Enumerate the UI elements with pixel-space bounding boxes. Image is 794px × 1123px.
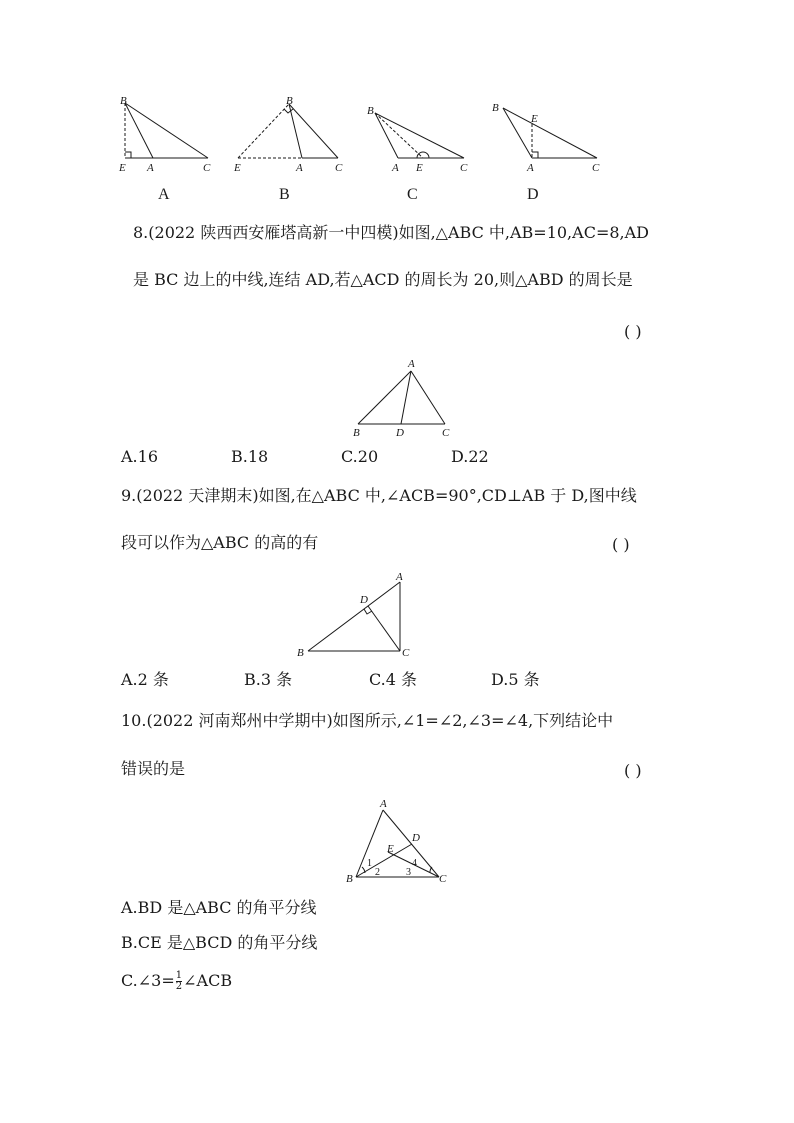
fig-c-label-b: B — [367, 105, 374, 117]
q8-fig-label-a: A — [408, 358, 415, 370]
q9-fig-label-a: A — [396, 571, 403, 583]
q9-line2: 段可以作为△ABC 的高的有 — [121, 533, 319, 552]
q9-line1 — [121, 488, 637, 504]
q9-number: 9. — [121, 486, 137, 505]
q8-line1 — [133, 225, 649, 241]
top-figures — [110, 92, 610, 177]
figure-d — [503, 108, 597, 158]
q8-text-1: 如图,△ABC 中,AB=10,AC=8,AD — [398, 223, 649, 242]
q10-option-c-text: C.∠3= — [121, 971, 175, 990]
q10-fig-angle-1: 1 — [367, 858, 372, 869]
q10-line2: 错误的是 — [121, 759, 186, 778]
q8-option-b: B.18 — [231, 447, 269, 466]
q8-line2: 是 BC 边上的中线,连结 AD,若△ACD 的周长为 20,则△ABD 的周长是 — [133, 270, 633, 289]
q10-figure — [342, 795, 454, 887]
q9-option-a: A.2 条 — [121, 670, 169, 689]
q10-fig-angle-2: 2 — [375, 867, 380, 878]
caption-b: B — [279, 186, 290, 203]
caption-c: C — [407, 186, 418, 203]
fig-c-label-a: A — [392, 162, 399, 174]
q8-fig-label-b: B — [353, 427, 360, 439]
q9-fig-label-d: D — [360, 594, 368, 606]
figure-c — [375, 113, 464, 158]
q8-answer-paren: ( ) — [624, 322, 642, 341]
q10-source: (2022 河南郑州中学期中) — [146, 711, 333, 730]
q9-figure — [290, 568, 420, 660]
q10-option-c — [121, 971, 232, 992]
figure-b — [238, 104, 338, 158]
q10-answer-paren: ( ) — [624, 761, 642, 780]
q8-fig-label-d: D — [396, 427, 404, 439]
q8-option-a: A.16 — [121, 447, 158, 466]
q10-text-1: 如图所示,∠1=∠2,∠3=∠4,下列结论中 — [332, 711, 614, 730]
q9-text-1: 如图,在△ABC 中,∠ACB=90°,CD⊥AB 于 D,图中线 — [258, 486, 637, 505]
q10-option-c-frac-num: 1 — [175, 970, 183, 981]
q8-fig-label-c: C — [442, 427, 450, 439]
q10-fig-label-d: D — [412, 832, 420, 844]
fig-d-label-e: E — [531, 113, 538, 125]
caption-d: D — [527, 186, 539, 203]
q9-source: (2022 天津期末) — [136, 486, 259, 505]
q9-fig-label-b: B — [297, 647, 304, 659]
q10-line1 — [121, 713, 613, 729]
fig-c-label-e: E — [416, 162, 423, 174]
fig-c-label-c: C — [460, 162, 468, 174]
caption-a: A — [158, 186, 170, 203]
q10-fig-label-c: C — [439, 873, 447, 885]
q10-fig-angle-4: 4 — [412, 858, 417, 869]
q8-source: (2022 陕西西安雁塔高新一中四模) — [148, 223, 399, 242]
q10-number: 10. — [121, 711, 147, 730]
fig-b-label-a: A — [296, 162, 303, 174]
q10-fig-angle-3: 3 — [406, 867, 411, 878]
q9-fig-label-c: C — [402, 647, 410, 659]
fig-b-label-e: E — [234, 162, 241, 174]
q9-option-c: C.4 条 — [369, 670, 418, 689]
q9-option-b: B.3 条 — [244, 670, 293, 689]
fig-a-label-e: E — [119, 162, 126, 174]
q10-option-a: A.BD 是△ABC 的角平分线 — [121, 898, 317, 917]
q10-option-c-tail: ∠ACB — [183, 971, 233, 990]
fig-a-label-b: B — [120, 95, 127, 107]
q9-option-d: D.5 条 — [491, 670, 540, 689]
q10-fig-label-b: B — [346, 873, 353, 885]
fig-b-label-c: C — [335, 162, 343, 174]
fig-d-label-b: B — [492, 102, 499, 114]
q8-option-c: C.20 — [341, 447, 379, 466]
fig-d-label-a: A — [527, 162, 534, 174]
q10-fig-label-a: A — [380, 798, 387, 810]
q9-answer-paren: ( ) — [612, 535, 630, 554]
fig-a-label-c: C — [203, 162, 211, 174]
figure-a — [125, 103, 208, 158]
q8-option-d: D.22 — [451, 447, 489, 466]
q10-option-c-frac-den: 2 — [175, 981, 183, 992]
q10-option-c-fraction — [176, 971, 182, 992]
q8-figure — [348, 355, 460, 440]
fig-d-label-c: C — [592, 162, 600, 174]
fig-b-label-b: B — [286, 95, 293, 107]
fig-a-label-a: A — [147, 162, 154, 174]
q10-option-b: B.CE 是△BCD 的角平分线 — [121, 933, 318, 952]
q8-number: 8. — [133, 223, 149, 242]
q10-fig-label-e: E — [387, 843, 394, 855]
